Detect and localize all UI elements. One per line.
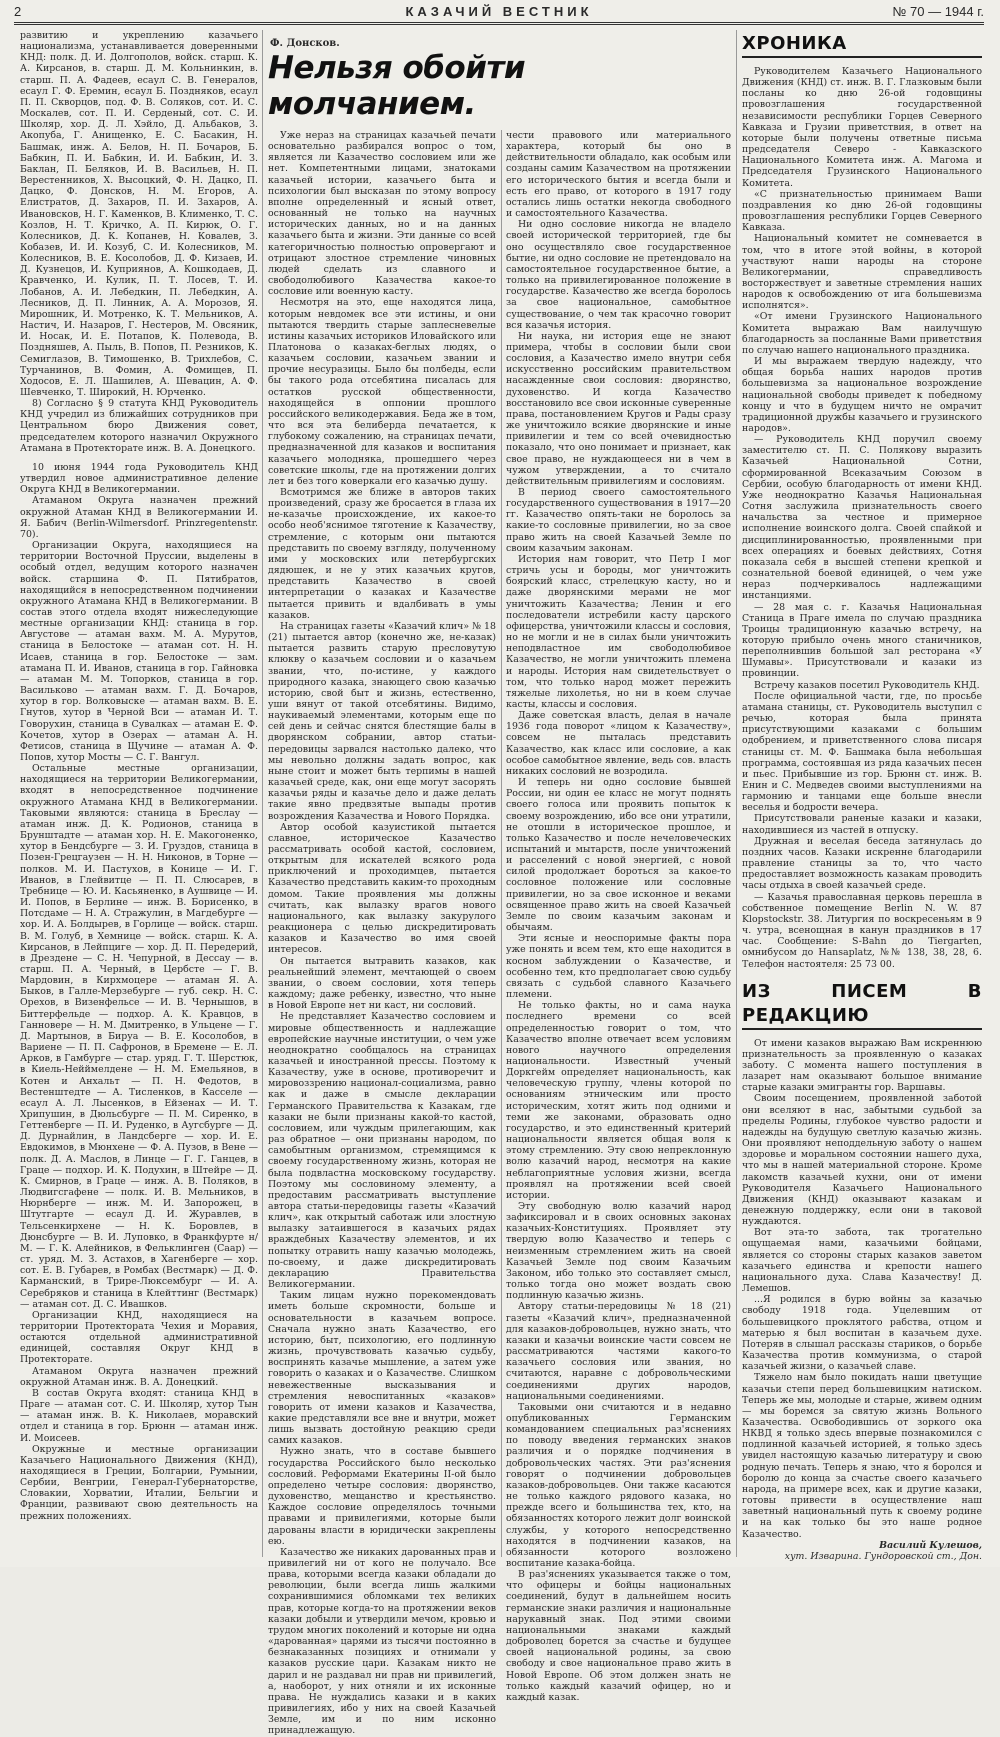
text-paragraph: развитию и укреплению казачьего национализма, устанавливается доверенными КНД: полк. Д. И. Долгополов, войск. старш. К. А. Кирсанов, в. старш. Д. М. Кольнинкин, в. старш. П. А. Фадеев, есаул С. В. Генералов, есаул Г. Ф. Еремин, есаул Б. Поздняков, есаул П. П. Скворцов, под. Ф. В. Соляков, сот. И. С. Москалев, сот. П. И. Серденый, сот. С. И. Школяр, хор. Д. Л. Хэйло, Д. Альбаков, З. Акопуба, Г. Анищенко, Е. С. Басакин, Н. Башмак, инж. А. Белов, Н. П. Бочаров, Б. Бабкин, П. И. Бабкин, И. И. Бабкин, И. З. Баклан, П. Беляков, И. В. Васильев, Н. П. Верестенников, Х. Высоцкий, Ф. Н. Дацко, П. Дацко, Ф. Донсков, Н. М. Егоров, А. Елистратов, Д. Захаров, П. И. Захаров, А. Ивановсков, Н. Г. Каменков, В. Клименко, Т. С. Козлов, Н. Т. Кричко, А. П. Кирюк, О. Г. Колесников, Д. К. Копанев, Н. Ковалев, З. Кобазев, И. И. Козуб, С. И. Колесников, М. Колесников, В. Е. Косолобов, Д. Ф. Кизаев, И. Д. Кузнецов, И. Куприянов, А. Кошкодаев, Д. Кравченко, И. Кулик, П. Т. Лосев, Т. И. Лобанов, А. И. Лебедкин, П. Лебедкин, А. Лесников, Д. П. Линник, А. А. Морозов, Я. Мирошник, И. Мотренко, К. Т. Мельников, А. Настич, И. Назаров, Г. Нестеров, М. Овсяник, И. Носак, И. Е. Потапов, К. Полевода, В. Поздняшев, А. Пыль, В. Попов, П. Резников, К. Семиглазов, В. Тимошенко, В. Трихлебов, С. Турчанинов, В. Фомин, А. Фомищев, П. Ходосов, Е. Л. Шашилев, А. Шевацин, А. Ф. Шевченко, Т. Широкий, Н. Юрченко. bbox=[20, 30, 258, 398]
text-paragraph: Организации КНД, находящиеся на территории Протектората Чехия и Моравия, остаются отдельной административной единицей, составляя Округ КНД в Протекторате. bbox=[20, 1309, 258, 1366]
text-paragraph: Таковыми они считаются и в недавно опубликованных Германским командованием специальных раз'яснениях по поводу введения германских знаков различия и о порядке подчинения в добровольческих частях. Эти раз'яснения говорят о подчинении добровольцев казаков-добровольцев. Они также касаются не только каждого рядового казака, но прежде всего и большинства тех, кто, на обязанностях которого лежит долг воинской службы, у которого непосредственно находятся в подчинении казаков, на обязанности которого возложено воспитание казака-бойца. bbox=[506, 1401, 731, 1569]
text-paragraph: — 28 мая с. г. Казачья Национальная Станица в Праге имела по случаю праздника Троицы традиционную казачью встречу, на которую прибыло очень много станичников, переполнившив большой зал ресторана «У Шумавы». Присутствовали и казаки из провинции. bbox=[742, 601, 982, 680]
page-header bbox=[14, 4, 984, 20]
text-paragraph: ...Я родился в бурю войны за казачью свободу 1918 года. Уцелевшим от большевицкого проклятого рабства, отцом и матерью я был воспитан в казачьем духе. Потеряв в слышал рассказы стариков, о борьбе Казачества против коммунизма, о старой казачьей жизни, о казачьей славе. bbox=[742, 1294, 982, 1373]
text-paragraph: Автору статьи-передовицы № 18 (21) газеты «Казачий клич», предназначенной для казаков-добровольцев, нужно знать, что казаки и казачьи воинские части совсем не рассматриваются частями какого-то казачьего сословия или звания, но считаются, наравне с добровольческими соединениями других народов, национальными соединениями. bbox=[506, 1301, 731, 1402]
text-paragraph: Организации Округа, находящиеся на территории Восточной Пруссии, выделены в особый отдел, ведущим которого назначен войск. старшина Ф. П. Пятибратов, находящийся в непосредственном подчинении окружного Атамана КНД в Великогермании. В состав этого отдела входят нижеследующие местные организации КНД: станица в гор. Августове — атаман вахм. М. А. Мурутов, станица в Белостоке — атаман сот. Н. Н. Исаев, станица в гор. Белостоке — зам. атамана П. И. Иванов, станица в гор. Гайновка — атаман М. М. Топорков, станица в гор. Васильково — атаман вахм. Г. Д. Бочаров, хутор в гор. Волковыске — атаман вахм. В. Е. Гнутов, хутор в Черной Вси — атаман И. Т. Говорухин, станица в Сувалках — атаман Е. Ф. Кочетов, хутор в Озерах — атаман А. Н. Фетисов, станица в Щучине — атаман А. Ф. Попов, хутор Мосты — С. Г. Вангул. bbox=[20, 540, 258, 763]
text-paragraph: Всмотримся же ближе в авторов таких произведений, сразу же бросается в глаза их не-казачье происхождение, их какое-то особо необ'яснимое тяготение к Казачеству, стремление, с которым они пытаются представить по своему взгляду, полученному ими у московских или петербургских дядюшек, и не у этих казачьих кругов, представить Казачество в своей интерпретации о казаках и Казачестве пытается привить и вдалбивать в умы казаков. bbox=[268, 487, 496, 621]
letter-signature: Василий Кулешов, bbox=[879, 1539, 982, 1551]
text-paragraph: — Руководитель КНД поручил своему заместителю ст. П. С. Полякову выразить Казачьей Национальной Сотни, сформированной Всеказачьим Союзом в Сербии, особую благодарность от имени КНД. Уже неоднократно Казачья Национальная Сотня заслужила признательность своего начальства за честное и примерное исполнение воинского долга. Своей спайкой и дисциплинированностью, проявленными при всех операциях и боевых действиях, Сотня показала себя в высшей степени крепкой и сознательной боевой единицей, о чем уже неpаз подчеркивалось надлежащими инстанциями. bbox=[742, 434, 982, 602]
text-paragraph: Нужно знать, что в составе бывшего государства Российского было несколько сословий. Реформами Екатерины II-ой было определено четыре сословия: дворянство, духовенство, мещанство и крестьянство. Каждое сословие определялось точными правами и привилегиями, которые были дарованы власти в юридически закреплены ею. bbox=[268, 1446, 496, 1547]
text-paragraph: Дружная и веселая беседа затянулась до поздних часов. Казаки искренне благодарили правление станицы за то, что часто предоставляет возможность казакам проводить часы отдыха в своей казачьей среде. bbox=[742, 835, 982, 892]
text-paragraph: 8) Согласно § 9 статута КНД Руководитель КНД учредил из ближайших сотрудников при Центральном бюро Движения совет, председателем которого назначил Окружного Атамана в Протекторате инж. В. А. Донецкого. bbox=[20, 398, 258, 454]
text-paragraph: Даже советская власть, делая в начале 1936 года поворот «лицом к Казачеству», совсем не пыталась представить Казачество, как класс или сословие, а как особое самобытное явление, ведь сов. власть никаких сословий не возродила. bbox=[506, 710, 731, 777]
text-paragraph: Таким лицам нужно порекомендовать иметь больше скромности, больше и основательности в казачьем вопросе. Сначала нужно знать Казачество, его историю, быт, психологию, его подлинную жизнь, прочувствовать казачью судьбу, воспринять казачье мышление, а затем уже говорить о казаках и о Казачестве. Слишком невежественные высказывания и стремления невоспитанных «казаков» говорить от имени казаков и Казачества, какие представляли все вне и внутри, может лишь вызвать достойную реакцию среди самих казаков. bbox=[268, 1290, 496, 1447]
text-paragraph: Атаманом Округа назначен прежний окружной Атаман КНД в Великогермании И. Я. Бабич (Berlin-Wilmersdorf. Prinzregentenstr. 70). bbox=[20, 495, 258, 540]
text-paragraph: Тяжело нам было покидать наши цветущие казачьи степи перед большевицким натиском. Теперь же мы, молодые и старые, живем одним — мы боремся за святую жизнь Вольного Казачества. Освободившись от зоркого ока НКВД я только здесь впервые познакомился с подлинной казачьей историей, я только здесь увидел настоящую казачью литературу и свою родную печать. Теперь я знаю, что я боролся и боролю до конца за счастье своего казачьего народа, на примере всех, как и другие казаки, готовы привести в осуществление наш заветный национальный путь к своему родине и на как только бы это наше родное Казачество. bbox=[742, 1372, 982, 1540]
text-paragraph: После официальной части, где, по просьбе атамана станицы, ст. Руководитель выступил с речью, которая была принята присутствующими казаками с большим одобрением, и приветственного слова писаря станицы ст. М. Ф. Башмака была небольшая программа, состоявшая из ряда казачьих песен и пьес. Прибывшие из гор. Брюнн ст. инж. В. Енин и С. Медведев своими выступлениями на гармонию и танцами еще больше внесли веселья и бодрости вечера. bbox=[742, 690, 982, 814]
text-paragraph: Эти ясные и неоспоримые факты пора уже понять и всем тем, кто еще находится в косном заблуждении о Казачестве, и особенно тем, кто предполагает свою судьбу связать с судьбой славного Казачьего племени. bbox=[506, 933, 731, 1001]
text-paragraph: От имени казаков выражаю Вам искреннюю признательность за проявленную о казаках заботу. С момента нашего поступления в лазарет нам оказывают большое внимание старые казаки эмигранты гор. Варшавы. bbox=[742, 1037, 982, 1094]
text-paragraph: В период своего самостоятельного государственного существования в 1917—20 гг. Казачество опять-таки не боролось за какие-то сословные привилегии, но за свое право жить на своей Казачьей Земле по своим казачьим законам. bbox=[506, 487, 731, 554]
text-paragraph: Не только факты, но и сама наука последнего времени со всей определенностью говорит о том, что Казачество вполне отвечает всем условиям нового научного определения национальности. Известный ученый Доркгейм определяет национальность, как человеческую группу, члены которой по основаниям этническим или просто историческим, хотят жить под одними и теми же законами, образовать одно государство, и это единственный критерий национальности является общая воля к этому стремлению. Эту свою непреклонную волю казачий народ, несмотря на какие неблагоприятные условия жизни, всегда проявлял на протяжении всей своей истории. bbox=[506, 1000, 731, 1201]
article-author: Ф. Донсков. bbox=[270, 38, 340, 49]
text-paragraph: Ни одно сословие никогда не владело своей исторической территорией, где бы оно осуществляло свое государственное бытие, ни одно сословие не претендовало на самостоятельное государственное бытие, а только на привилегированное положение в государстве. Казачество же всегда боролось за свое национальное, самобытное существование, о чем так красочно говорит вся казачья история. bbox=[506, 219, 731, 331]
text-paragraph: Своим посещением, проявленной заботой они вселяют в нас, забытыми судьбой за пределы Родины, глубокое чувство радости и надежды на будущую светлую казачью жизнь. Они проявляют неподдельную заботу о нашем здоровье и моральном состоянии нашего духа, что мы в нашей материальной стороне. Кроме лакомств казачьей кухни, они от имени Руководителя Казачьего Национального Движения (КНД) оказывают казакам и денежную поддержку, если они в таковой нуждаются. bbox=[742, 1093, 982, 1228]
text-paragraph: Эту свободную волю казачий народ зафиксировал и в своих основных законах казачьих-Конституциях. Проявляет эту твердую волю Казачество и теперь с неизменным стремлением жить на своей Казачьей Земле под своим Казачьим Законом, ибо только это составляет смысл, только тогда оно может воздать свою подлинную казачью жизнь. bbox=[506, 1201, 731, 1302]
text-paragraph: Присутствовали раненые казаки и казаки, находившиеся из частей в отпуску. bbox=[742, 813, 982, 836]
header-rule bbox=[14, 22, 984, 25]
text-paragraph: На страницах газеты «Казачий клич» № 18 (21) пытается автор (конечно же, не-казак) пытается развить старую пресловутую клюкву о казачьем сословии и о казачьем звании, что, по-истине, у каждого природного казака, знающего свою казачью историю, свой быт и жизнь, естественно, уши вянут от такой отсебятины. Видимо, наукиваемый элементами, которым еще по сей день и сейчас снятся блестящие балы в дворянском собрании, автор статьи-передовицы зарвался настолько далеко, что мы невольно должны задать вопрос, как ныне стоит и может быть терпимы в нашей казачьей среде, как, они еще могут засорять казачьи ряды и казачье дело и даже делать такие явно предвзятые выпады против возрождения Казачества и Нового Порядка. bbox=[268, 620, 496, 822]
text-paragraph: Встречу казаков посетил Руководитель КНД. bbox=[754, 679, 980, 691]
text-paragraph: Национальный комитет не сомневается в том, что в итоге этой войны, в которой участвуют наши народы на стороне Великогермании, справедливость восторжествует и заветные стремления наших народов к освобождению от ига большевизма исполнятся». bbox=[742, 233, 982, 312]
text-paragraph: чести правового или материального характера, который бы оно в действительности обладало, как особым или созданы самим Казачеством на протяжении его исторического бытия и всегда были и есть его право, от которого в 1917 году остались лишь остатки некогда свободного и самостоятельного Казачества. bbox=[506, 130, 731, 220]
page-number: 2 bbox=[14, 4, 22, 19]
text-paragraph: Несмотря на это, еще находятся лица, которым невдомек все эти истины, и они пытаются твердить старые заплесневелые истины казачьих историков Иловайского или Платонова о казаках-беглых людях, о казачьем сословии, казачьем звании и прочие несуразицы. Было бы полбеды, если бы такого рода отсебятина писалась для остатков русской общественности, находящейся в оппонии прошлого российского великодержавия. Беда же в том, что вся эта белиберда печатается, к глубокому сожалению, на страницах печати, предназначенной для казаков и воспитания казачьего молодняка, прошедшего через советские школы, где на протяжении долгих лет и без того коверкали его казачью душу. bbox=[268, 297, 496, 487]
text-paragraph: Окружные и местные организации Казачьего Национального Движения (КНД), находящиеся в Греции, Болгарии, Румынии, Сербии, Венгрии, Генерал-Губернаторстве, Словакии, Хорватии, Италии, Бельгии и Франции, развивают свою деятельность на прежних положениях. bbox=[20, 1443, 258, 1522]
text-paragraph: Автор особой казуистикой пытается славное, историческое Казачество рассматривать особой кастой, сословием, открытым для искателей всякого рода приключений и проходимцев, пытается Казачество представить каким-то проходным домом. Такие проявления мы должны считать, как вылазку врагов нового национального, как вылазку закурулого реакционера с целью дискредитировать казаков и Казачество во имя своей интересов. bbox=[268, 821, 496, 956]
text-paragraph: И теперь ни одно сословие бывшей России, ни один ее класс не могут поднять своего голоса или проявить попыток к своему возрождению, ибо все они утратили, не отошли в историческое прошлое, и только Казачество и после нечеловеческих испытаний и мытарств, после уничтожений и расселений с новой энергией, с новой силой продолжает бороться за какое-то сословное положение или сословные привилегии, но за свое исконное и веками освященное право жить на своей Казачьей Земле по своим казачьим законам и обычаям. bbox=[506, 777, 731, 934]
column-1 bbox=[20, 30, 258, 1559]
text-paragraph: Остальные местные организации, находящиеся на территории Великогермании, входят в непосредственное подчинение окружного Атамана КНД в Великогермании. Таковыми являются: станица в Бреслау — атаман инж. Д. К. Родионов, станица в Брунштадте — атаман хор. Н. Е. Макогоненко, хутор в Бендсбурге — З. И. Груздов, станица в Позен-Грецгаузен — Н. Н. Никонов, в Торне — полков. М. И. Пастухов, в Конице — И. Г. Иванов, в Глейвитце — П. П. Слюсарев, в Требнице — Ю. И. Касьяненко, в Аушвице — И. И. Попов, в Берлине — инж. В. Борисенко, в Потсдаме — Н. А. Стражулин, в Магдебурге — хор. И. А. Болдырев, в Горлице — войск. старш. В. М. Голуб, в Хемнице — войск. старш. К. А. Кирсанов, в Лейпциге — хор. Д. П. Передерий, в Дрездене — С. Н. Чепурной, в Дессау — в. старш. П. А. Черный, в Цербсте — Г. В. Мардовин, в Кирхмоцере — атаман Я. А. Быков, в Галле-Мерзебурге — губ. секр. Н. С. Орехов, в Визенфельсе — И. В. Чернышов, в Биттерфельде — подхор. А. К. Кравцов, в Ганновере — Н. М. Дмитренко, в Ульцене — Г. Д. Мартынов, в Бируа — В. Е. Косолобов, в Вариене — П. П. Сафронов, в Бремене — Е. Л. Арков, в Гамбурге — стар. уряд. Г. Т. Шерстюк, в Киель-Нейймелдене — Н. М. Емельянов, в Котен и Анхальт — П. Н. Федотов, в Вестенштедте — А. Тисленков, в Касселе — есаул А. Л. Лысенков, в Ейзенах — И. Т. Хрипушин, в Дюльсбурге — П. М. Сиренко, в Геттенберге — П. И. Руденко, в Аугсбурге — Д. Д. Дурнайлин, в Ландсберге — хор. И. Е. Евдокимов, в Мюнхене — Ф. А. Пузов, в Вене — полк. Д. А. Маслов, в Линце — Г. Г. Ганцев, в Граце — подхор. И. К. Подухин, в Штейре — Д. К. Смирнов, в Граце — инж. А. В. Поляков, в Людвигсгафене — полк. И. В. Мельников, в Нюрнберге — инж. М. И. Запорожец, в Штутгарте — есаул Д. И. Журавлев, в Тельсенкирхене — Н. К. Боровлев, в Дюнсбурге — В. И. Луповко, в Франкфурте н/М. — Г. К. Алейников, в Фельклинген (Саар) — ст. уряд. М. З. Астахов, в Хагенберге — хор. сот. Е. В. Губарев, в Ромбах (Вестмарк) — Д. Ф. Карманский, в Трире-Люксембург — И. А. Серебряков и станица в Клейттинг (Вестмарк) — атаман сот. Д. С. Ивашков. bbox=[20, 763, 258, 1310]
column-3 bbox=[506, 130, 731, 1703]
text-paragraph: Ни наука, ни история еще не знают примера, чтобы в сословии были свои сословия, а Казачество имело внутри себя искусственно российским правительством насажденные свои сословия: дворянство, духовенство. И когда Казачество восстановило все свои исконные суверенные права, постановлением Кругов и Рады сразу же уничтожило всякие дворянские и иные привилегии и тем со всей очевидностью показало, что оно понимает и признает, как свое право, не нуждающееся ни в чем в чужом утверждении, а то считало действительным привилегиям и сословиям. bbox=[506, 330, 731, 487]
text-paragraph: «От имени Грузинского Национального Комитета выражаю Вам наилучшую благодарность за посланные Вами приветствия по случаю нашего национального праздника. bbox=[742, 311, 982, 356]
newspaper-name: КАЗАЧИЙ ВЕСТНИК bbox=[405, 4, 593, 19]
text-paragraph: Уже неpаз на страницах казачьей печати основательно разбирался вопрос о том, является ли Казачество сословием или же нет. Компетентными лицами, знатоками казачьей истории, казачьего быта и психологии был высказан по этому вопросу вполне определенный и ясный ответ, основанный не только на научных исторических данных, но и на данных казачьего быта и жизни. Эти данные со всей категоричностью полностью опровергают и отрицают злостное стремление чиновных людей сделать из славного и свободолюбивого Казачества какое-то сословие или военную касту. bbox=[268, 130, 496, 298]
article-title: Нельзя обойти молчанием. bbox=[268, 50, 526, 122]
text-paragraph: Руководителем Казачьего Национального Движения (КНД) ст. инж. В. Г. Глазковым были посланы ко дню 26-ой годовщины провозглашения государственной независимости республики Горцев Северного Кавказа и Грузии приветствия, в ответ на которые были получены ответные письма председателя Северо - Кавказского Национального Комитета инж. А. Магома и Председателя Грузинского Национального Комитета. bbox=[742, 66, 982, 189]
section-heading-chronicle: ХРОНИКА bbox=[742, 32, 982, 58]
letter-signature-place: хут. Изварина. Гундоровской ст., Дон. bbox=[784, 1550, 982, 1562]
text-paragraph: Атаманом Округа назначен прежний окружной Атаман инж. В. А. Донецкий. bbox=[20, 1365, 258, 1388]
text-paragraph: Не представляет Казачество сословием и мировые общественность и надлежащие европейские научные институции, о чем уже неоднократно сообщалось на страницах казачьей и иностранной прессы. Поэтому к Казачеству, уже в основе, противоречит и мировоззрению национал-социализма, равно как и даже в смысле декларации Германского Правительства к Казакам, где казаки не были признаны какой-то кастой, сословием, или чуждым прилегающим, как раз обратное — они признаны народом, по самобытным организмом, стремящимся к своему государственному жизнь, которая не была подвластна московскому государству. Поэтому мы сословиному элементу, а предоставим рассматривать выступление автора статьи-передовицы газеты «Казачий клич», как открытый саботаж или злостную вылазку затаившегося в казачьих рядах враждебных Казачеству элементов, и их попытку отравить нашу казачью молодежь, по-своему, и даже дискредитировать декларацию Правительства Великогермании. bbox=[268, 1011, 496, 1291]
text-paragraph: История нам говорит, что Петр I мог стричь усы и бороды, мог уничтожить боярский класс, стрелецкую касту, но и даже дворянскими мерами не мог уничтожить Казачества; Ленин и его последователи истребили касту царского офицерства, уничтожили классы и сословия, но не могли и не в силах были уничтожить неподвластное им свободолюбивое Казачество, не могли уничтожить племена и народы. История нам свидетельствует о том, что только народ может пережить тяжелые лихолетья, но ни в коем случае касты, классы и сословия. bbox=[506, 553, 731, 710]
column-2 bbox=[268, 130, 496, 1737]
issue-number: № 70 — 1944 г. bbox=[892, 4, 984, 19]
text-paragraph: Казачество же никаких дарованных прав и привилегий ни от кого не получало. Все права, которыми всегда казаки обладали до революции, были всегда лишь жалкими сохранившимися обломками тех великих прав, которые когда-то на протяжении веков казаки добыли и утвердили мечом, кровью и трудом многих поколений и которые ни одна «дарованная» царями из тысячи постоянно в безнаказанных позициях и отнимали у казаков русские цари. Казакам никто не дарил и не раздавал ни прав ни привилегий, а, наоборот, у них отняли и их исконные права. Не нуждались казаки и в каких привилегиях, ибо у них на своей Казачьей Земле, им и по ним исконно принадлежащую. bbox=[268, 1546, 496, 1737]
column-divider bbox=[736, 30, 737, 1557]
text-paragraph: «С признательностью принимаем Ваши поздравления ко дню 26-ой годовщины провозглашения республики Горцев Северного Кавказа. bbox=[742, 188, 982, 234]
text-paragraph: В состав Округа входят: станица КНД в Праге — атаман сот. С. И. Школяр, хутор Тын — атаман инж. В. К. Николаев, моравский отдел и станица в гор. Брюнн — атаман инж. И. Моисеев. bbox=[20, 1387, 258, 1444]
column-divider bbox=[262, 30, 263, 1557]
text-paragraph: 10 июня 1944 года Руководитель КНД утвердил новое административное деление Округа КНД в Великогермании. bbox=[20, 461, 258, 496]
text-paragraph: Вот эта-то забота, так трогательно ощущаемая нами, казачьими бойцами, является со стороны старых казаков заветом казачьего единства и крепости нашего национального духа. Слава Казачеству! Д. Лемешов. bbox=[742, 1227, 982, 1295]
column-divider bbox=[501, 130, 502, 1557]
section-heading-letters: ИЗ ПИСЕМ В РЕДАКЦИЮ bbox=[742, 980, 982, 1030]
text-paragraph: И мы выражаем твердую надежду, что общая борьба наших народов против большевизма за национальное возрождение национальной свободы приведет к победному концу и что в будущем ничто не омрачит традиционной дружбы казачьего и грузинского народов». bbox=[742, 356, 982, 434]
text-paragraph: В раз'яснениях указывается также о том, что офицеры и бойцы национальных соединений, будут в дальнейшем носить германские знаки различия и национальные нарукавный знак. Под этими своими национальными знаками каждый доброволец борется за счастье и будущее своей национальной родины, за свою свободу и свое национальное право жить в Новой Европе. Об этом должен знать не только каждый казачий офицер, но и каждый казак. bbox=[506, 1569, 731, 1703]
text-paragraph: — Казачья православная церковь перешла в собственное помещение Berlin N. W. 87 Klopstockstr. 38. Литургия по воскресеньям в 9 ч. утра, всенощная в канун праздников в 17 час. Сообщение: S-Bahn до Tiergarten, омнибусом до Hansaplatz, №№ 138, 38, 28, 6. Телефон настоятеля: 25 73 00. bbox=[742, 891, 982, 970]
text-paragraph: Он пытается вытравить казаков, как реальнейший элемент, мечтающей о своем звании, о своем сословии, хотя теперь каждому; даже ребенку, известно, что ныне в Новой Европе нет ни каст, ни сословий. bbox=[268, 955, 496, 1012]
column-4 bbox=[742, 30, 982, 1562]
